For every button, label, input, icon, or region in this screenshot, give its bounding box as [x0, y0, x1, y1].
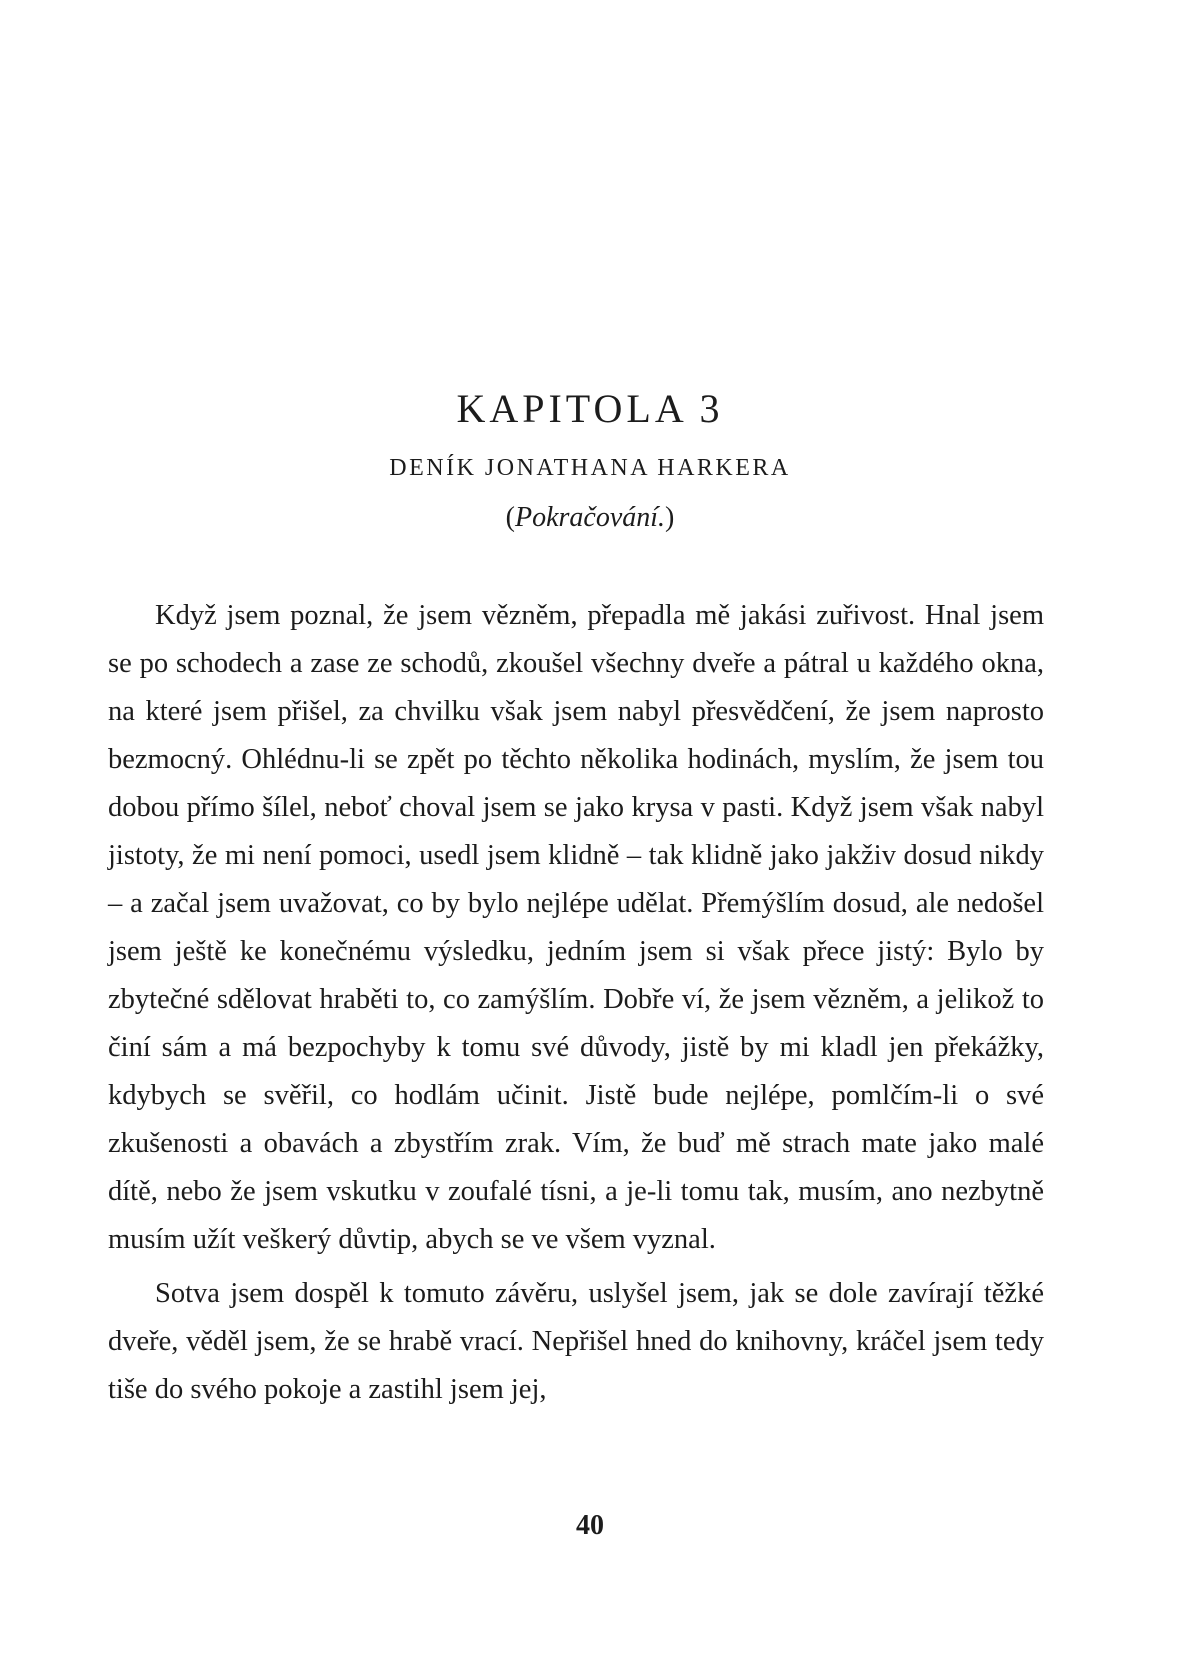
chapter-title: KAPITOLA 3: [456, 386, 724, 431]
body-text: [108, 592, 1044, 1414]
paragraph-1: Když jsem poznal, že jsem vězněm, přepadla mě jakási zuřivost. Hnal jsem se po schodech a zase ze schodů, zkoušel všechny dveře a pátral u každého okna, na které jsem přišel, za chvilku však jsem nabyl přesvědčení, že jsem naprosto bezmocný. Ohlédnu-li se zpět po těchto několika hodinách, myslím, že jsem tou dobou přímo šílel, neboť choval jsem se jako krysa v pasti. Když jsem však nabyl jistoty, že mi není pomoci, usedl jsem klidně – tak klidně jako jakživ dosud nikdy – a začal jsem uvažovat, co by bylo nejlépe udělat. Přemýšlím dosud, ale nedošel jsem ještě ke konečnému výsledku, jedním jsem si však přece jistý: Bylo by zbytečné sdělovat hraběti to, co zamýšlím. Dobře ví, že jsem vězněm, a jelikož to činí sám a má bezpochyby k tomu své důvody, jistě by mi kladl jen překážky, kdybych se svěřil, co hodlám učinit. Jistě bude nejlépe, pomlčím-li o své zkušenosti a obavách a zbystřím zrak. Vím, že buď mě strach mate jako malé dítě, nebo že jsem vskutku v zoufalé tísni, a je-li tomu tak, musím, ano nezbytně musím užít veškerý důvtip, abych se ve všem vyznal.: [108, 600, 1044, 1255]
chapter-subtitle: DENÍK JONATHANA HARKERA: [389, 455, 791, 481]
note-close-paren: ): [665, 502, 675, 533]
chapter-continuation-note: [0, 502, 1180, 534]
note-open-paren: (: [505, 502, 515, 533]
page-number: 40: [576, 1510, 604, 1541]
paragraph-2: Sotva jsem dospěl k tomuto závěru, uslyšel jsem, jak se dole zavírají těžké dveře, věděl jsem, že se hrabě vrací. Nepřišel hned do knihovny, kráčel jsem tedy tiše do svého pokoje a zastihl jsem jej,: [108, 1278, 1044, 1405]
note-italic-text: Pokračování.: [514, 502, 666, 533]
